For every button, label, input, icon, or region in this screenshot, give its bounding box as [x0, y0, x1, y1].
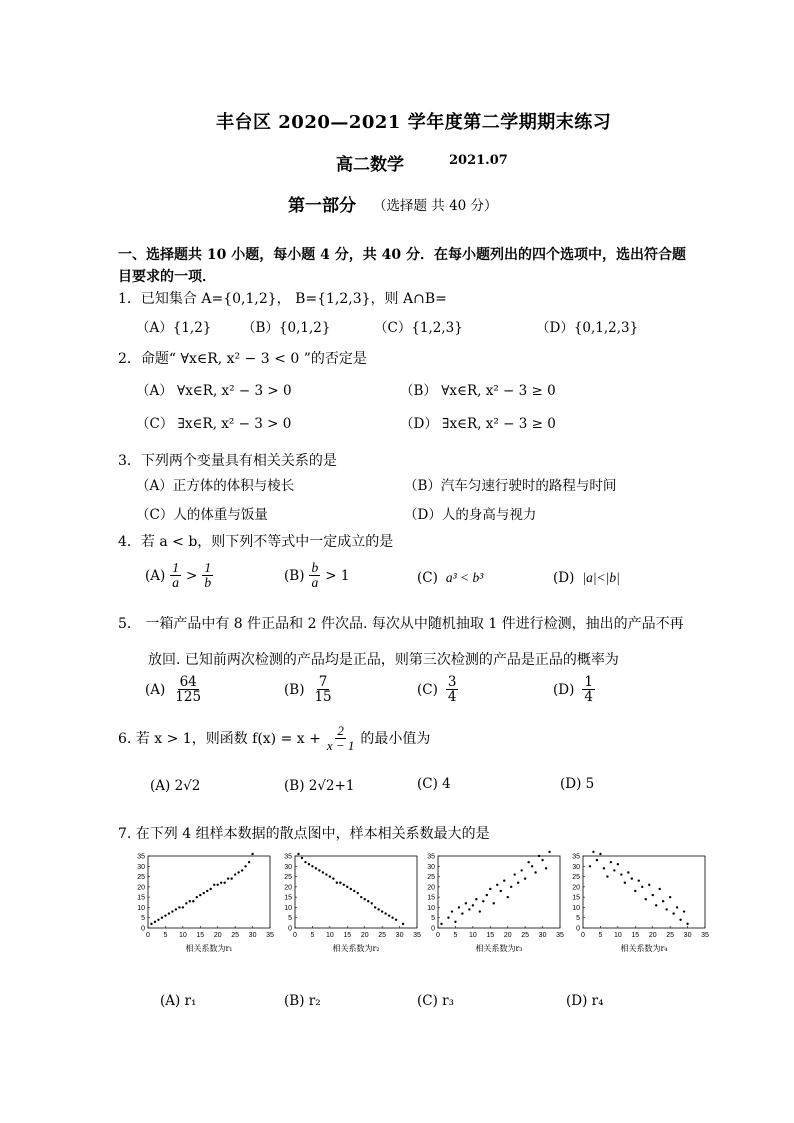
question-1-option-b: （B）{0,1,2}	[242, 320, 331, 336]
data-point	[672, 912, 674, 914]
fraction	[202, 561, 213, 590]
data-point	[447, 917, 449, 919]
question-4-stem: 4．若 a < b，则下列不等式中一定成立的是	[118, 534, 394, 550]
data-point	[192, 900, 194, 902]
question-5-option-c	[417, 675, 458, 704]
y-tick-label: 5	[141, 915, 145, 923]
x-tick-label: 15	[631, 932, 640, 939]
data-point	[493, 902, 495, 904]
data-point	[339, 882, 341, 884]
data-point	[662, 900, 664, 902]
data-point	[311, 865, 313, 867]
question-7-option-a: (A) r₁	[160, 993, 197, 1009]
fraction-denominator: 15	[314, 689, 332, 706]
question-1-stem: 1．已知集合 A={0,1,2}， B={1,2,3}，则 A∩B=	[118, 291, 447, 307]
data-point	[599, 853, 601, 855]
data-point	[472, 904, 474, 906]
x-tick-label: 0	[293, 932, 297, 939]
data-point	[527, 861, 529, 863]
data-point	[482, 900, 484, 902]
y-tick-label: 10	[572, 904, 580, 912]
question-4-option-c	[417, 570, 483, 586]
subject-title: 高二数学	[336, 155, 404, 175]
data-point	[346, 886, 348, 888]
x-tick-label: 25	[231, 932, 240, 939]
data-point	[638, 879, 640, 881]
exam-date: 2021.07	[449, 153, 508, 168]
question-4-option-b	[284, 561, 349, 590]
y-tick-label: 0	[141, 925, 145, 933]
question-6-option-d: (D) 5	[560, 776, 595, 792]
data-point	[308, 863, 310, 865]
x-tick-label: 30	[395, 932, 404, 939]
x-axis-label: 相关系数为r₂	[332, 944, 380, 953]
question-4-option-d	[553, 570, 620, 586]
data-point	[168, 912, 170, 914]
data-point	[297, 853, 299, 855]
data-point	[641, 886, 643, 888]
y-tick-label: 20	[572, 884, 580, 892]
y-tick-label: 25	[137, 874, 145, 882]
y-tick-label: 30	[572, 863, 580, 871]
question-5-option-d	[553, 675, 595, 704]
data-point	[206, 890, 208, 892]
data-point	[486, 894, 488, 896]
data-point	[237, 871, 239, 873]
x-axis-label: 相关系数为r₁	[185, 944, 233, 953]
data-point	[617, 863, 619, 865]
question-6-option-b: (B) 2√2+1	[284, 778, 355, 794]
x-tick-label: 20	[503, 932, 512, 939]
data-point	[627, 871, 629, 873]
question-1-option-a: （A）{1,2}	[136, 320, 212, 336]
data-point	[507, 896, 509, 898]
x-tick-label: 25	[378, 932, 387, 939]
question-2-option-a: （A） ∀x∈R, x² − 3 > 0	[136, 383, 292, 399]
scatter-svg	[128, 850, 276, 962]
data-point	[603, 867, 605, 869]
x-tick-label: 15	[486, 932, 495, 939]
data-point	[230, 877, 232, 879]
data-point	[592, 851, 594, 853]
x-tick-label: 35	[556, 932, 564, 939]
data-point	[620, 873, 622, 875]
data-point	[220, 882, 222, 884]
option-label: (A)	[145, 567, 166, 584]
section-instruction-line1: 一、选择题共 10 小题，每小题 4 分，共 40 分．在每小题列出的四个选项中，选出符合题	[118, 247, 686, 263]
y-tick-label: 0	[431, 925, 435, 933]
data-point	[454, 921, 456, 923]
option-label: (B)	[284, 567, 305, 584]
y-tick-label: 15	[137, 894, 145, 902]
question-3-option-d: （D）人的身高与视力	[404, 507, 537, 523]
data-point	[648, 884, 650, 886]
fraction-numerator: 3	[447, 674, 457, 690]
fraction-numerator: b	[311, 560, 319, 575]
data-point	[500, 890, 502, 892]
expression: a³ < b³	[445, 570, 484, 585]
data-point	[606, 875, 608, 877]
question-6-option-a: (A) 2√2	[150, 778, 201, 794]
data-point	[686, 923, 688, 925]
fraction-denominator: 4	[447, 689, 457, 706]
data-point	[665, 908, 667, 910]
x-tick-label: 20	[648, 932, 657, 939]
option-label: (C)	[417, 681, 438, 698]
data-point	[655, 904, 657, 906]
question-6-stem	[118, 724, 430, 752]
fraction-denominator: a	[311, 575, 319, 591]
x-tick-label: 0	[581, 932, 585, 939]
fraction-denominator: 4	[584, 689, 593, 706]
plot-frame	[438, 856, 560, 928]
x-tick-label: 35	[413, 932, 421, 939]
data-point	[520, 869, 522, 871]
x-axis-label: 相关系数为r₃	[475, 944, 523, 953]
data-point	[329, 875, 331, 877]
data-point	[157, 919, 159, 921]
data-point	[391, 917, 393, 919]
y-tick-label: 25	[427, 874, 435, 882]
y-tick-label: 15	[284, 894, 292, 902]
data-point	[548, 851, 550, 853]
y-tick-label: 20	[284, 884, 292, 892]
data-point	[199, 894, 201, 896]
data-point	[475, 898, 477, 900]
data-point	[503, 879, 505, 881]
scatter-svg	[563, 850, 711, 962]
data-point	[213, 884, 215, 886]
data-point	[367, 900, 369, 902]
x-tick-label: 5	[163, 932, 168, 939]
question-6-stem-pre: 6. 若 x > 1，则函数 f(x) = x +	[118, 731, 321, 748]
y-tick-label: 25	[284, 874, 292, 882]
x-axis-label: 相关系数为r₄	[620, 944, 668, 953]
question-3-stem: 3．下列两个变量具有相关关系的是	[118, 453, 337, 469]
y-tick-label: 35	[284, 853, 292, 861]
data-point	[384, 912, 386, 914]
x-tick-label: 30	[683, 932, 692, 939]
data-point	[357, 892, 359, 894]
data-point	[613, 869, 615, 871]
data-point	[468, 908, 470, 910]
data-point	[679, 919, 681, 921]
question-1-option-d: （D）{0,1,2,3}	[536, 320, 639, 336]
option-label: (D)	[553, 681, 575, 698]
data-point	[465, 902, 467, 904]
part-note: （选择题 共 40 分）	[373, 198, 498, 214]
x-tick-label: 5	[598, 932, 603, 939]
data-point	[336, 882, 338, 884]
section-instruction-line2: 目要求的一项．	[118, 269, 216, 285]
data-point	[545, 867, 547, 869]
question-6-option-c: (C) 4	[417, 776, 451, 792]
y-tick-label: 5	[288, 915, 292, 923]
x-tick-label: 15	[343, 932, 352, 939]
data-point	[318, 869, 320, 871]
scatter-svg	[418, 850, 566, 962]
y-tick-label: 35	[427, 853, 435, 861]
x-tick-label: 20	[360, 932, 369, 939]
option-label: (B)	[284, 681, 305, 698]
question-7-option-b: (B) r₂	[284, 993, 321, 1009]
data-point	[534, 871, 536, 873]
scatter-svg	[275, 850, 423, 962]
y-tick-label: 25	[572, 874, 580, 882]
data-point	[178, 906, 180, 908]
data-point	[440, 923, 442, 925]
y-tick-label: 20	[427, 884, 435, 892]
y-tick-label: 35	[137, 853, 145, 861]
y-tick-label: 5	[431, 915, 435, 923]
question-7-stem: 7. 在下列 4 组样本数据的散点图中，样本相关系数最大的是	[118, 826, 490, 842]
scatter-plot-4	[563, 850, 711, 962]
data-point	[596, 859, 598, 861]
data-point	[353, 890, 355, 892]
data-point	[360, 896, 362, 898]
operator: >	[186, 567, 198, 584]
data-point	[634, 890, 636, 892]
data-point	[489, 888, 491, 890]
expression: |a|<|b|	[582, 570, 620, 585]
y-tick-label: 20	[137, 884, 145, 892]
data-point	[589, 865, 591, 867]
data-point	[402, 923, 404, 925]
option-label: (C)	[417, 570, 438, 586]
data-point	[203, 892, 205, 894]
data-point	[388, 914, 390, 916]
data-point	[244, 865, 246, 867]
y-tick-label: 15	[427, 894, 435, 902]
data-point	[513, 873, 515, 875]
question-3-option-a: （A）正方体的体积与棱长	[136, 478, 295, 494]
data-point	[451, 910, 453, 912]
question-5-line2: 放回. 已知前两次检测的产品均是正品，则第三次检测的产品是正品的概率为	[148, 652, 619, 668]
data-point	[217, 884, 219, 886]
y-tick-label: 10	[427, 904, 435, 912]
fraction-denominator: 125	[175, 689, 202, 706]
question-2-stem: 2．命题“ ∀x∈R, x² − 3 < 0 ”的否定是	[118, 351, 367, 367]
data-point	[479, 910, 481, 912]
data-point	[227, 877, 229, 879]
x-tick-label: 30	[538, 932, 547, 939]
plot-frame	[583, 856, 705, 928]
question-4-option-a	[145, 561, 213, 590]
fraction-denominator: b	[204, 575, 212, 591]
x-tick-label: 20	[213, 932, 222, 939]
y-tick-label: 30	[427, 863, 435, 871]
question-7-option-d: (D) r₄	[566, 993, 604, 1009]
data-point	[301, 857, 303, 859]
data-point	[248, 861, 250, 863]
y-tick-label: 10	[284, 904, 292, 912]
fraction-denominator: x − 1	[326, 737, 355, 753]
fraction-numerator: 1	[204, 560, 212, 575]
data-point	[624, 882, 626, 884]
data-point	[322, 871, 324, 873]
data-point	[461, 912, 463, 914]
question-5-line1: 5． 一箱产品中有 8 件正品和 2 件次品. 每次从中随机抽取 1 件进行检测，抽出的产品不再	[118, 616, 684, 632]
scatter-plot-2	[275, 850, 423, 962]
data-point	[189, 900, 191, 902]
question-3-option-b: （B）汽车匀速行驶时的路程与时间	[404, 478, 617, 494]
data-point	[610, 861, 612, 863]
fraction	[170, 561, 181, 590]
question-2-option-b: （B） ∀x∈R, x² − 3 ≥ 0	[400, 383, 556, 399]
x-tick-label: 10	[613, 932, 622, 939]
question-2-option-c: （C） ∃x∈R, x² − 3 > 0	[136, 416, 292, 432]
data-point	[631, 877, 633, 879]
fraction	[312, 675, 333, 704]
fraction-denominator: a	[172, 575, 180, 591]
x-tick-label: 15	[196, 932, 205, 939]
data-point	[234, 873, 236, 875]
fraction-numerator: 1	[172, 560, 180, 575]
question-2-option-d: （D） ∃x∈R, x² − 3 ≥ 0	[400, 416, 556, 432]
option-label: (D)	[553, 570, 575, 586]
data-point	[304, 861, 306, 863]
question-5-option-b	[284, 675, 334, 704]
scatter-plot-3	[418, 850, 566, 962]
x-tick-label: 5	[310, 932, 315, 939]
data-point	[377, 908, 379, 910]
y-tick-label: 30	[284, 863, 292, 871]
y-tick-label: 10	[137, 904, 145, 912]
x-tick-label: 0	[436, 932, 440, 939]
data-point	[343, 884, 345, 886]
expression: > 1	[325, 567, 350, 584]
data-point	[538, 855, 540, 857]
x-tick-label: 5	[453, 932, 458, 939]
data-point	[364, 898, 366, 900]
y-tick-label: 30	[137, 863, 145, 871]
x-tick-label: 35	[701, 932, 709, 939]
data-point	[154, 921, 156, 923]
x-tick-label: 25	[521, 932, 530, 939]
data-point	[658, 888, 660, 890]
fraction	[582, 675, 595, 704]
option-label: (A)	[145, 681, 166, 698]
fraction-numerator: 2	[337, 723, 344, 738]
x-tick-label: 35	[266, 932, 274, 939]
data-point	[182, 906, 184, 908]
data-point	[510, 886, 512, 888]
data-point	[381, 910, 383, 912]
data-point	[171, 910, 173, 912]
data-point	[458, 906, 460, 908]
data-point	[652, 894, 654, 896]
data-point	[150, 923, 152, 925]
data-point	[210, 888, 212, 890]
x-tick-label: 0	[146, 932, 150, 939]
data-point	[164, 914, 166, 916]
x-tick-label: 25	[666, 932, 675, 939]
data-point	[196, 896, 198, 898]
y-tick-label: 0	[576, 925, 580, 933]
data-point	[223, 882, 225, 884]
data-point	[496, 884, 498, 886]
fraction	[309, 561, 320, 590]
plot-frame	[148, 856, 270, 928]
x-tick-label: 10	[325, 932, 334, 939]
data-point	[251, 853, 253, 855]
x-tick-label: 30	[248, 932, 257, 939]
question-3-option-c: （C）人的体重与饭量	[136, 507, 268, 523]
part-title: 第一部分	[288, 196, 356, 216]
data-point	[669, 896, 671, 898]
data-point	[676, 906, 678, 908]
fraction-numerator: 64	[179, 674, 197, 690]
x-tick-label: 10	[178, 932, 187, 939]
data-point	[325, 873, 327, 875]
question-7-option-c: (C) r₃	[417, 993, 455, 1009]
fraction-numerator: 7	[318, 674, 328, 690]
fraction-numerator: 1	[584, 674, 593, 690]
data-point	[395, 919, 397, 921]
data-point	[241, 869, 243, 871]
data-point	[185, 902, 187, 904]
y-tick-label: 15	[572, 894, 580, 902]
y-tick-label: 35	[572, 853, 580, 861]
data-point	[524, 877, 526, 879]
data-point	[541, 859, 543, 861]
fraction	[325, 724, 357, 752]
question-1-option-c: （C）{1,2,3}	[374, 320, 463, 336]
x-tick-label: 10	[468, 932, 477, 939]
data-point	[531, 865, 533, 867]
question-6-stem-post: 的最小值为	[360, 731, 431, 748]
question-5-option-a	[145, 675, 203, 704]
data-point	[517, 882, 519, 884]
data-point	[161, 917, 163, 919]
data-point	[175, 908, 177, 910]
fraction	[173, 675, 203, 704]
data-point	[645, 898, 647, 900]
data-point	[683, 910, 685, 912]
data-point	[370, 902, 372, 904]
data-point	[350, 888, 352, 890]
data-point	[374, 906, 376, 908]
scatter-plot-1	[128, 850, 276, 962]
page-title: 丰台区 2020—2021 学年度第二学期期末练习	[216, 112, 612, 133]
y-tick-label: 5	[576, 915, 580, 923]
fraction	[446, 675, 459, 704]
data-point	[315, 867, 317, 869]
data-point	[332, 877, 334, 879]
y-tick-label: 0	[288, 925, 292, 933]
